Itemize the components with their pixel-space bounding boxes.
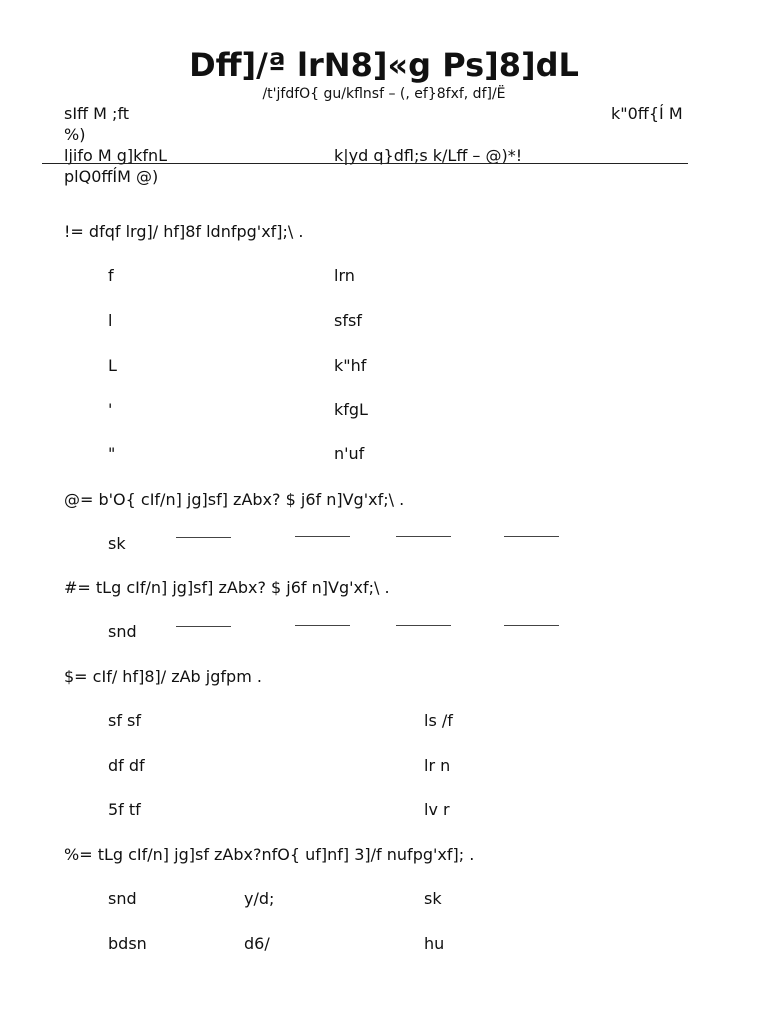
q1-right-item: sfsf [334, 311, 362, 330]
answer-blank[interactable] [504, 625, 559, 626]
q4-left-pair: sf sf [108, 711, 142, 730]
answer-blank[interactable] [295, 625, 350, 626]
q3-prompt: #= tLg cIf/n] jg]sf] zAbx? $ j6f n]Vg'xf;\ . [64, 578, 390, 597]
school-subtitle: /t'jfdfO{ gu/kflnsf – (, ef}8fxf, df]/Ë [262, 86, 506, 102]
q5-word[interactable]: bdsn [108, 934, 147, 953]
q1-right-item: k"hf [334, 356, 367, 375]
q1-left-item: f [108, 266, 114, 285]
answer-blank[interactable] [176, 537, 231, 538]
answer-blank[interactable] [504, 536, 559, 537]
q2-prompt: @= b'O{ cIf/n] jg]sf] zAbx? $ j6f n]Vg'xf;\ . [64, 490, 405, 509]
q1-right-item: kfgL [334, 400, 368, 419]
q1-right-item: lrn [334, 266, 355, 285]
q5-prompt: %= tLg cIf/n] jg]sf zAbx?nfO{ uf]nf] 3]/f nufpg'xf]; . [64, 845, 475, 864]
full-marks-value: %) [64, 125, 86, 144]
q5-word[interactable]: y/d; [244, 889, 275, 908]
q1-left-item: l [108, 311, 113, 330]
q5-word[interactable]: d6/ [244, 934, 270, 953]
q1-prompt: != dfqf lrg]/ hf]8f ldnfpg'xf];\ . [64, 222, 304, 241]
full-marks-label: k"0ff{Í M [611, 104, 683, 123]
answer-blank[interactable] [176, 626, 231, 627]
q5-word[interactable]: snd [108, 889, 137, 908]
pass-marks-label: plQ0ffÍM @) [64, 167, 159, 186]
q4-right-pair: ls /f [424, 711, 453, 730]
q1-left-item: L [108, 356, 117, 375]
exam-title: Dff]/ª lrN8]«g Ps]8]dL [189, 46, 579, 84]
subject-label: ljifo M g]kfnL [64, 146, 168, 165]
q5-word[interactable]: hu [424, 934, 445, 953]
q3-start-word: snd [108, 622, 137, 641]
q2-start-word: sk [108, 534, 126, 553]
q4-left-pair: df df [108, 756, 145, 775]
q1-right-item: n'uf [334, 444, 365, 463]
answer-blank[interactable] [295, 536, 350, 537]
q4-right-pair: lr n [424, 756, 451, 775]
class-label: sIff M ;ft [64, 104, 130, 123]
q1-left-item: " [108, 444, 116, 463]
q5-word[interactable]: sk [424, 889, 442, 908]
q1-left-item: ' [108, 400, 113, 419]
exam-name: k|yd q}dfl;s k/Lff – @)*! [334, 146, 523, 165]
q4-prompt: $= cIf/ hf]8]/ zAb jgfpm . [64, 667, 262, 686]
q4-left-pair: 5f tf [108, 800, 141, 819]
header-divider [42, 163, 688, 164]
answer-blank[interactable] [396, 536, 451, 537]
q4-right-pair: lv r [424, 800, 450, 819]
answer-blank[interactable] [396, 625, 451, 626]
